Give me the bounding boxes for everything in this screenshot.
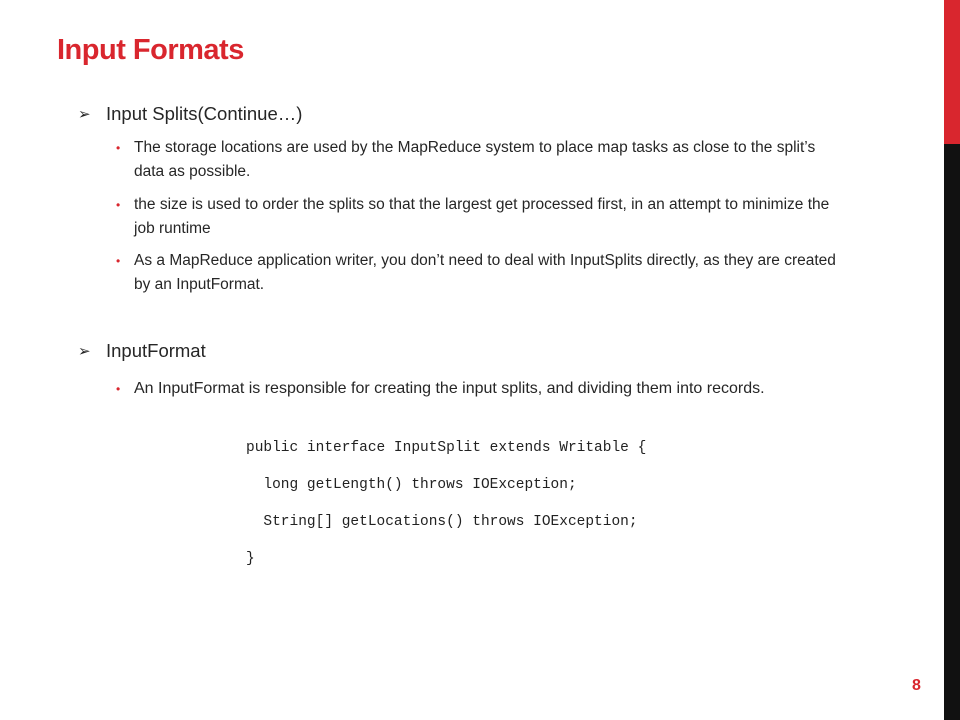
section-heading-inputformat: ➢ InputFormat	[78, 340, 206, 361]
code-line: }	[246, 551, 255, 567]
bullet-dot-icon: •	[116, 198, 121, 212]
code-line: public interface InputSplit extends Writable {	[246, 440, 647, 456]
code-line: String[] getLocations() throws IOException;	[246, 514, 638, 530]
side-accent-bar-red	[944, 0, 960, 144]
bullet-dot-icon: •	[116, 141, 121, 155]
arrow-bullet-icon: ➢	[78, 106, 91, 123]
arrow-bullet-icon: ➢	[78, 343, 91, 360]
bullet-dot-icon: •	[116, 382, 121, 396]
bullet-item: • As a MapReduce application writer, you don’t need to deal with InputSplits directly, as they are created by an InputFormat.	[116, 249, 836, 297]
side-accent-bar-black	[944, 144, 960, 720]
bullet-dot-icon: •	[116, 254, 121, 268]
page-number: 8	[912, 677, 921, 694]
section-heading-input-splits: ➢ Input Splits(Continue…)	[78, 103, 303, 124]
slide-title: Input Formats	[57, 34, 244, 66]
code-line: long getLength() throws IOException;	[246, 477, 577, 493]
bullet-item: • An InputFormat is responsible for creating the input splits, and dividing them into records.	[116, 376, 836, 402]
bullet-item: • The storage locations are used by the MapReduce system to place map tasks as close to the split’s data as possible.	[116, 136, 836, 184]
bullet-item: • the size is used to order the splits so that the largest get processed first, in an attempt to minimize the job runtime	[116, 193, 836, 241]
